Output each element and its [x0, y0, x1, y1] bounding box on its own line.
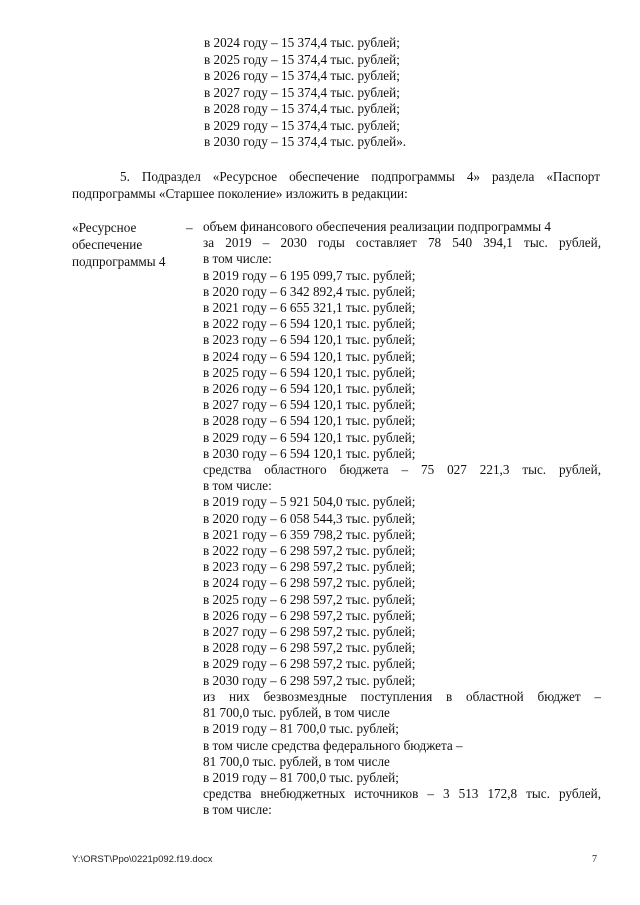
content-line: в 2024 году – 6 298 597,2 тыс. рублей;	[203, 575, 416, 591]
content-line: в 2028 году – 6 298 597,2 тыс. рублей;	[203, 640, 416, 656]
list-item: в 2024 году – 15 374,4 тыс. рублей;	[204, 35, 400, 50]
content-line: в 2020 году – 6 058 544,3 тыс. рублей;	[203, 510, 416, 526]
content-line: в 2025 году – 6 594 120,1 тыс. рублей;	[203, 364, 416, 380]
funding-content	[203, 219, 601, 819]
content-line: в 2026 году – 6 594 120,1 тыс. рублей;	[203, 381, 416, 397]
content-line: в 2026 году – 6 298 597,2 тыс. рублей;	[203, 607, 416, 623]
content-line: в 2019 году – 5 921 504,0 тыс. рублей;	[203, 494, 416, 510]
list-item: в 2026 году – 15 374,4 тыс. рублей;	[204, 68, 400, 83]
content-line: в 2021 году – 6 655 321,1 тыс. рублей;	[203, 300, 416, 316]
content-line: из них безвозмездные поступления в областной бюджет –	[203, 688, 601, 704]
content-line: в 2027 году – 6 298 597,2 тыс. рублей;	[203, 624, 416, 640]
content-line: в 2030 году – 6 594 120,1 тыс. рублей;	[203, 445, 416, 461]
content-line: в 2028 году – 6 594 120,1 тыс. рублей;	[203, 413, 416, 429]
content-line: в 2019 году – 6 195 099,7 тыс. рублей;	[203, 267, 416, 283]
label-line: «Ресурсное	[72, 220, 137, 235]
content-line: в 2023 году – 6 298 597,2 тыс. рублей;	[203, 559, 416, 575]
content-line: в 2029 году – 6 298 597,2 тыс. рублей;	[203, 656, 416, 672]
content-line: 81 700,0 тыс. рублей, в том числе	[203, 753, 390, 769]
label-line: подпрограммы 4	[72, 254, 166, 269]
content-line: в том числе:	[203, 802, 272, 818]
content-line: в 2023 году – 6 594 120,1 тыс. рублей;	[203, 332, 416, 348]
list-item: в 2028 году – 15 374,4 тыс. рублей;	[204, 101, 400, 116]
content-line: в 2022 году – 6 594 120,1 тыс. рублей;	[203, 316, 416, 332]
amendment-paragraph	[72, 168, 600, 202]
content-line: в 2024 году – 6 594 120,1 тыс. рублей;	[203, 348, 416, 364]
content-line: в 2030 году – 6 298 597,2 тыс. рублей;	[203, 672, 416, 688]
section-label	[72, 219, 182, 270]
top-year-list	[204, 35, 406, 151]
label-line: обеспечение	[72, 237, 143, 252]
footer-file-path: Y:\ORST\Ppo\0221p092.f19.docx	[72, 854, 213, 865]
content-line: в 2019 году – 81 700,0 тыс. рублей;	[203, 721, 399, 737]
content-line: объем финансового обеспечения реализации подпрограммы 4	[203, 219, 551, 234]
content-line: 81 700,0 тыс. рублей, в том числе	[203, 705, 390, 721]
content-line: в том числе:	[203, 251, 272, 267]
page-number: 7	[592, 854, 597, 865]
content-line: в 2022 году – 6 298 597,2 тыс. рублей;	[203, 543, 416, 559]
content-line: в 2020 году – 6 342 892,4 тыс. рублей;	[203, 283, 416, 299]
content-line: в том числе средства федерального бюджета –	[203, 737, 463, 753]
content-line: средства внебюджетных источников – 3 513 172,8 тыс. рублей,	[203, 786, 601, 802]
content-line: в 2019 году – 81 700,0 тыс. рублей;	[203, 769, 399, 785]
list-item: в 2030 году – 15 374,4 тыс. рублей».	[204, 134, 407, 149]
paragraph-line: 5. Подраздел «Ресурсное обеспечение подпрограммы 4» раздела «Паспорт	[120, 169, 600, 184]
list-item: в 2025 году – 15 374,4 тыс. рублей;	[204, 51, 400, 67]
content-line: средства областного бюджета – 75 027 221,3 тыс. рублей,	[203, 462, 601, 478]
list-item: в 2027 году – 15 374,4 тыс. рублей;	[204, 84, 400, 100]
paragraph-line: подпрограммы «Старшее поколение» изложить в редакции:	[72, 186, 408, 201]
content-line: в 2021 году – 6 359 798,2 тыс. рублей;	[203, 526, 416, 542]
content-line: в 2027 году – 6 594 120,1 тыс. рублей;	[203, 397, 416, 413]
label-dash: –	[186, 220, 193, 235]
content-line: в 2029 году – 6 594 120,1 тыс. рублей;	[203, 429, 416, 445]
content-line: в том числе:	[203, 478, 272, 494]
content-line: в 2025 году – 6 298 597,2 тыс. рублей;	[203, 591, 416, 607]
list-item: в 2029 году – 15 374,4 тыс. рублей;	[204, 117, 400, 133]
content-line: за 2019 – 2030 годы составляет 78 540 394,1 тыс. рублей,	[203, 235, 601, 251]
